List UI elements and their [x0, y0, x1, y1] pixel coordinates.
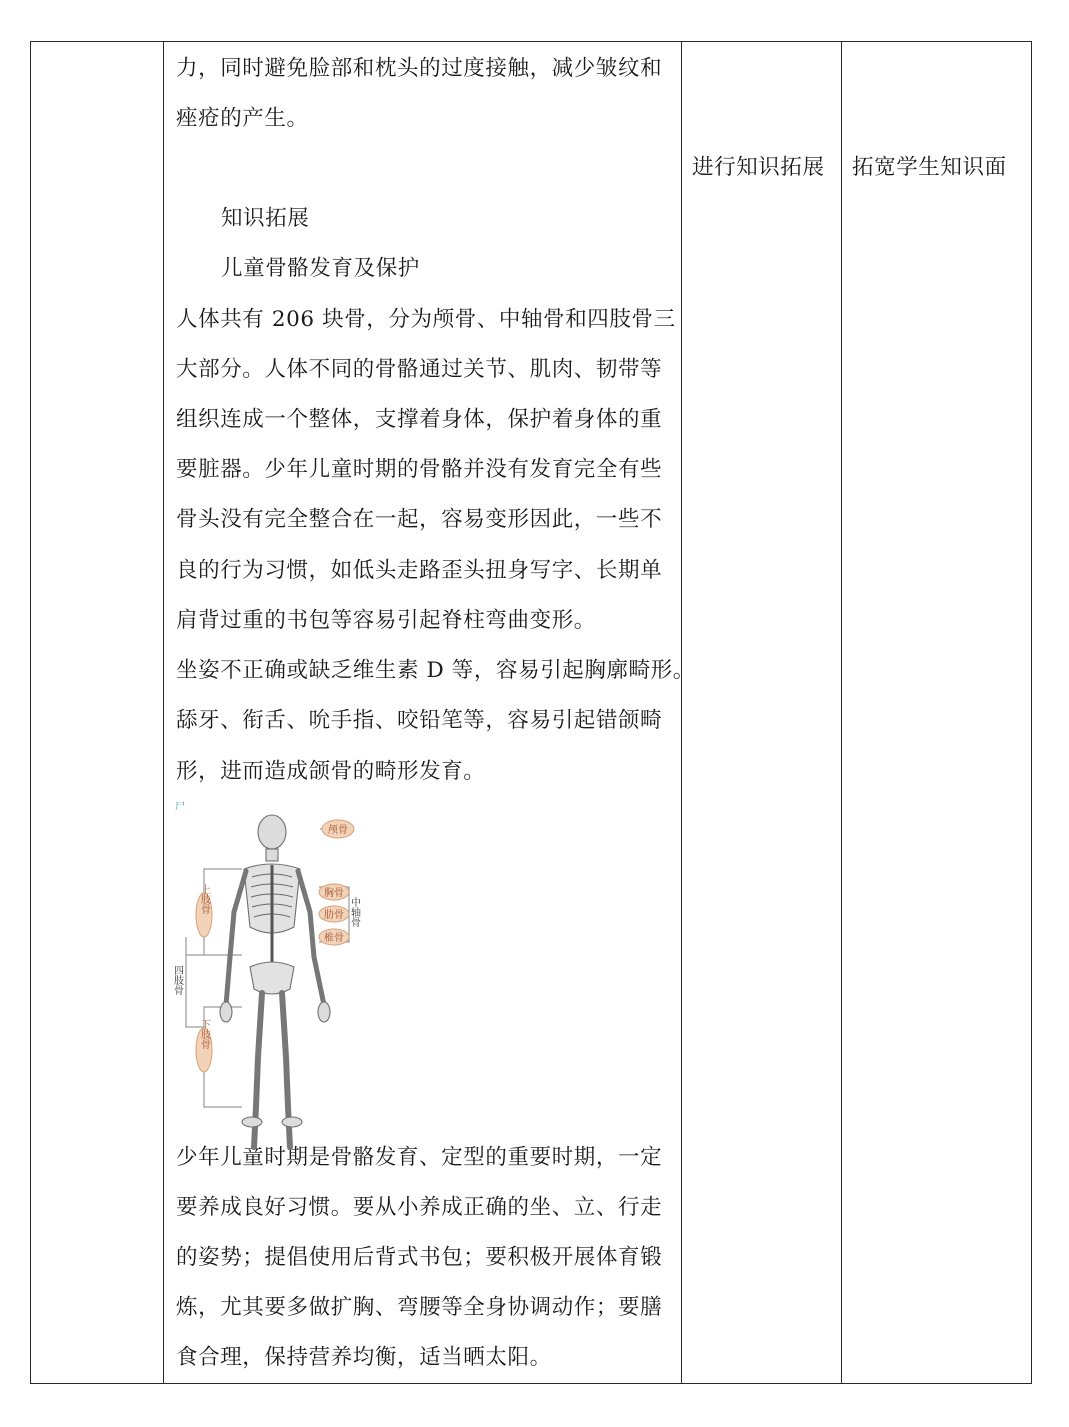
paragraph-line: 舔牙、衔舌、吮手指、咬铅笔等，容易引起错颌畸 — [176, 708, 663, 733]
paragraph-line: 炼，尤其要多做扩胸、弯腰等全身协调动作；要膳 — [176, 1295, 663, 1320]
section-subheading: 儿童骨骼发育及保护 — [221, 256, 420, 281]
section-heading: 知识拓展 — [221, 206, 310, 231]
label-skull: 颅骨 — [328, 825, 348, 836]
paragraph-line: 力，同时避免脸部和枕头的过度接触，减少皱纹和 — [176, 56, 663, 81]
paragraph-line: 少年儿童时期是骨骼发育、定型的重要时期，一定 — [176, 1145, 663, 1170]
label-lower-limb: 下肢骨 — [198, 1019, 210, 1049]
column-divider — [681, 42, 682, 1383]
label-vertebra: 椎骨 — [324, 933, 344, 944]
design-intent-cell: 拓宽学生知识面 — [852, 155, 1007, 180]
paragraph-line: 骨头没有完全整合在一起，容易变形因此，一些不 — [176, 507, 663, 532]
lesson-table — [30, 41, 1032, 1384]
label-ribs: 肋骨 — [324, 910, 344, 921]
paragraph-line: 良的行为习惯，如低头走路歪头扭身写字、长期单 — [176, 558, 663, 583]
content-column — [166, 42, 695, 1383]
paragraph-line: 痤疮的产生。 — [176, 106, 309, 131]
paragraph-line: 肩背过重的书包等容易引起脊柱弯曲变形。 — [176, 608, 596, 633]
paragraph-line: 大部分。人体不同的骨骼通过关节、肌肉、韧带等 — [176, 357, 663, 382]
label-sternum: 胸骨 — [324, 888, 344, 899]
figure-anchor-marker: 尸 — [175, 802, 185, 813]
teacher-activity-cell: 进行知识拓展 — [692, 155, 825, 180]
label-upper-limb: 上肢骨 — [198, 884, 210, 914]
column-divider — [163, 42, 164, 1383]
paragraph-line: 要养成良好习惯。要从小养成正确的坐、立、行走 — [176, 1195, 663, 1220]
paragraph-line: 组织连成一个整体，支撑着身体，保护着身体的重 — [176, 407, 663, 432]
paragraph-line: 的姿势；提倡使用后背式书包；要积极开展体育锻 — [176, 1245, 663, 1270]
skeleton-body — [220, 815, 330, 1147]
skeleton-figure — [171, 807, 404, 1132]
label-axial: 中轴骨 — [348, 897, 360, 927]
paragraph-line: 形，进而造成颌骨的畸形发育。 — [176, 759, 486, 784]
paragraph-line: 食合理，保持营养均衡，适当晒太阳。 — [176, 1345, 552, 1370]
label-limbs: 四肢骨 — [171, 965, 183, 995]
paragraph-line: 人体共有 206 块骨，分为颅骨、中轴骨和四肢骨三 — [176, 307, 676, 332]
column-divider — [841, 42, 842, 1383]
paragraph-line: 坐姿不正确或缺乏维生素 D 等，容易引起胸廓畸形。 — [176, 658, 695, 683]
paragraph-line: 要脏器。少年儿童时期的骨骼并没有发育完全有些 — [176, 457, 663, 482]
